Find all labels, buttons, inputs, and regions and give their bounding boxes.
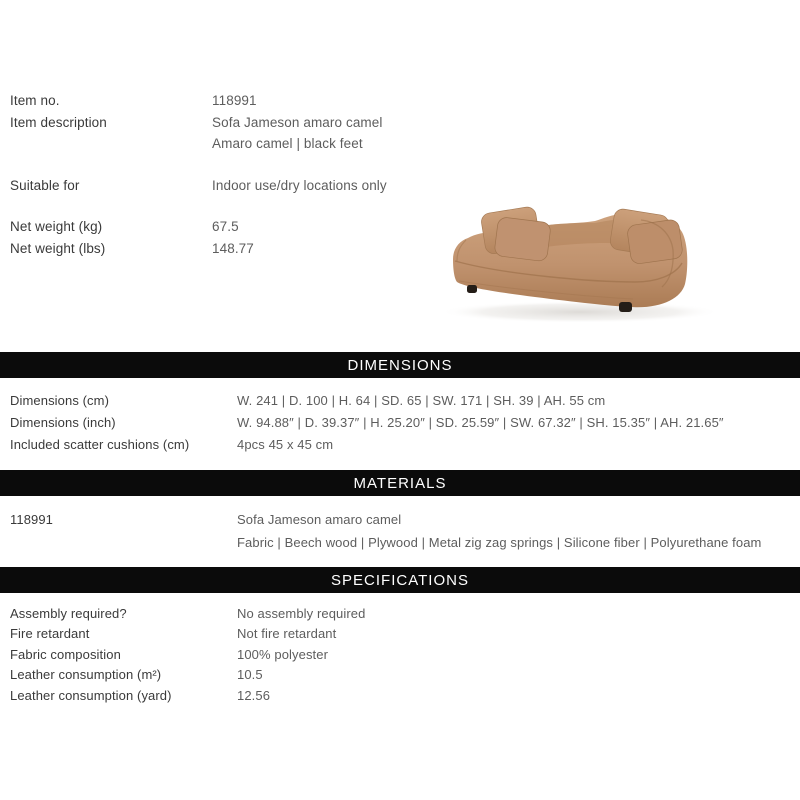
info-value: 148.77 bbox=[212, 240, 254, 256]
info-value: 67.5 bbox=[212, 219, 239, 234]
spec-value: 12.56 bbox=[237, 687, 271, 703]
sofa-shadow bbox=[440, 301, 720, 323]
spec-label: Leather consumption (m²) bbox=[10, 667, 162, 683]
info-label: Net weight (lbs) bbox=[10, 240, 106, 256]
spec-label: Leather consumption (yard) bbox=[10, 687, 172, 703]
spec-value: 4pcs 45 x 45 cm bbox=[237, 437, 334, 452]
info-value: Indoor use/dry locations only bbox=[212, 177, 387, 193]
spec-row-assembly bbox=[10, 604, 796, 624]
info-value: 118991 bbox=[212, 93, 257, 108]
spec-value: 10.5 bbox=[237, 667, 263, 683]
spec-value: Sofa Jameson amaro camel bbox=[237, 512, 402, 527]
dimensions-row-inch bbox=[10, 412, 796, 434]
spec-row-leather-m2 bbox=[10, 665, 796, 685]
info-label: Item description bbox=[10, 114, 107, 130]
materials-table bbox=[10, 508, 796, 554]
materials-row-item bbox=[10, 508, 796, 531]
spec-value: Not fire retardant bbox=[237, 626, 337, 642]
spec-value: 100% polyester bbox=[237, 646, 329, 662]
materials-row-composition bbox=[10, 531, 796, 554]
spec-label: Fabric composition bbox=[10, 646, 121, 662]
sofa-right-foot bbox=[619, 302, 632, 312]
section-title: SPECIFICATIONS bbox=[331, 571, 469, 589]
info-row-item-description bbox=[10, 112, 570, 134]
specifications-table bbox=[10, 604, 796, 706]
info-value: Amaro camel | black feet bbox=[212, 136, 363, 151]
spec-value: Fabric | Beech wood | Plywood | Metal zig zag springs | Silicone fiber | Polyurethane foam bbox=[237, 535, 762, 550]
section-banner-dimensions bbox=[0, 352, 800, 378]
right-front-pillow bbox=[626, 219, 683, 265]
spec-label: Dimensions (inch) bbox=[10, 415, 116, 430]
dimensions-table bbox=[10, 390, 796, 456]
info-value: Sofa Jameson amaro camel bbox=[212, 114, 383, 130]
spec-label: Included scatter cushions (cm) bbox=[10, 437, 190, 452]
spec-label: Dimensions (cm) bbox=[10, 393, 110, 408]
info-row-item-description-2 bbox=[10, 133, 570, 155]
spec-row-fabric-composition bbox=[10, 645, 796, 665]
info-label: Net weight (kg) bbox=[10, 219, 103, 234]
section-banner-materials bbox=[0, 470, 800, 496]
section-banner-specifications bbox=[0, 567, 800, 593]
dimensions-row-cm bbox=[10, 390, 796, 412]
spec-row-fire-retardant bbox=[10, 624, 796, 644]
spec-row-leather-yard bbox=[10, 686, 796, 706]
spec-value: No assembly required bbox=[237, 606, 366, 621]
spec-label: Assembly required? bbox=[10, 606, 127, 621]
info-row-item-no bbox=[10, 90, 570, 112]
spec-value: W. 241 | D. 100 | H. 64 | SD. 65 | SW. 171 | SH. 39 | AH. 55 cm bbox=[237, 393, 606, 408]
spec-value: W. 94.88″ | D. 39.37″ | H. 25.20″ | SD. 25.59″ | SW. 67.32″ | SH. 15.35″ | AH. 21.65″ bbox=[237, 415, 724, 430]
dimensions-row-cushions bbox=[10, 434, 796, 456]
sofa-left-foot bbox=[467, 285, 477, 293]
section-title: DIMENSIONS bbox=[347, 356, 453, 374]
section-title: MATERIALS bbox=[353, 474, 447, 492]
spec-label: Fire retardant bbox=[10, 626, 90, 642]
info-label: Suitable for bbox=[10, 177, 80, 193]
info-label: Item no. bbox=[10, 93, 60, 108]
spec-label: 118991 bbox=[10, 512, 54, 527]
left-front-pillow bbox=[494, 217, 551, 262]
sofa-photo bbox=[435, 190, 775, 330]
